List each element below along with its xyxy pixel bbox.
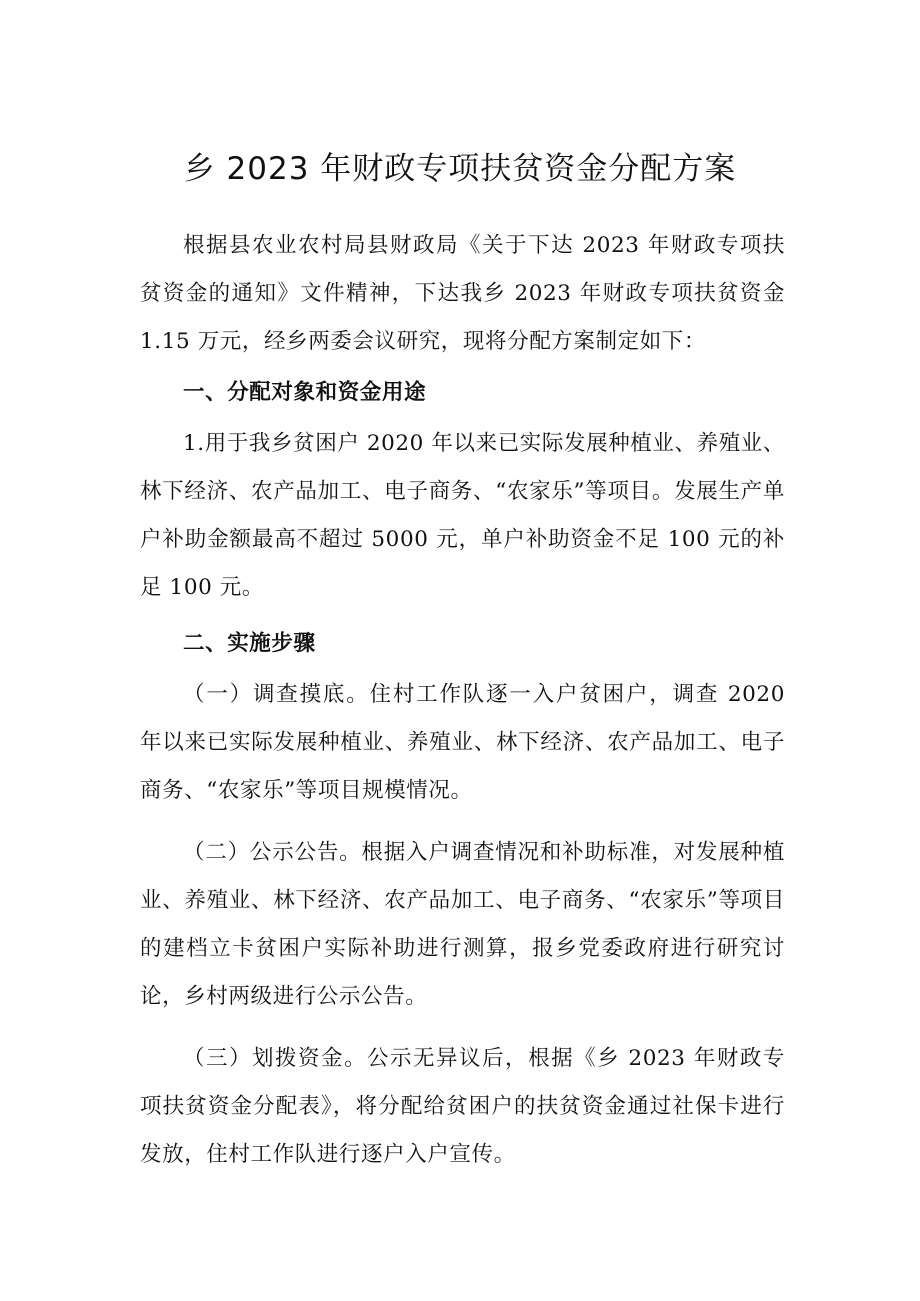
document-body xyxy=(140,222,785,1179)
section-2-heading: 二、实施步骤 xyxy=(183,631,316,656)
step-1-paragraph: （一）调查摸底。住村工作队逐一入户贫困户，调查 2020 年以来已实际发展种植业、养殖业、林下经济、农产品加工、电子商务、“农家乐”等项目规模情况。 xyxy=(140,682,785,803)
step-2-paragraph: （二）公示公告。根据入户调查情况和补助标准，对发展种植业、养殖业、林下经济、农产品加工、电子商务、“农家乐”等项目的建档立卡贫困户实际补助进行测算，报乡党委政府进行研究讨论，乡村两级进行公示公告。 xyxy=(140,840,785,1009)
section-1-heading: 一、分配对象和资金用途 xyxy=(183,380,427,405)
step-3-paragraph: （三）划拨资金。公示无异议后，根据《乡 2023 年财政专项扶贫资金分配表》，将分配给贫困户的扶贫资金通过社保卡进行发放，住村工作队进行逐户入户宣传。 xyxy=(140,1046,785,1167)
document-title: 乡 2023 年财政专项扶贫资金分配方案 xyxy=(183,151,737,187)
section-1-paragraph: 1.用于我乡贫困户 2020 年以来已实际发展种植业、养殖业、林下经济、农产品加工、电子商务、“农家乐”等项目。发展生产单户补助金额最高不超过 5000 元，单户补助资金不足 100 元的补足 100 元。 xyxy=(140,431,785,600)
intro-paragraph: 根据县农业农村局县财政局《关于下达 2023 年财政专项扶贫资金的通知》文件精神，下达我乡 2023 年财政专项扶贫资金 1.15 万元，经乡两委会议研究，现将分配方案制定如下： xyxy=(140,233,785,354)
